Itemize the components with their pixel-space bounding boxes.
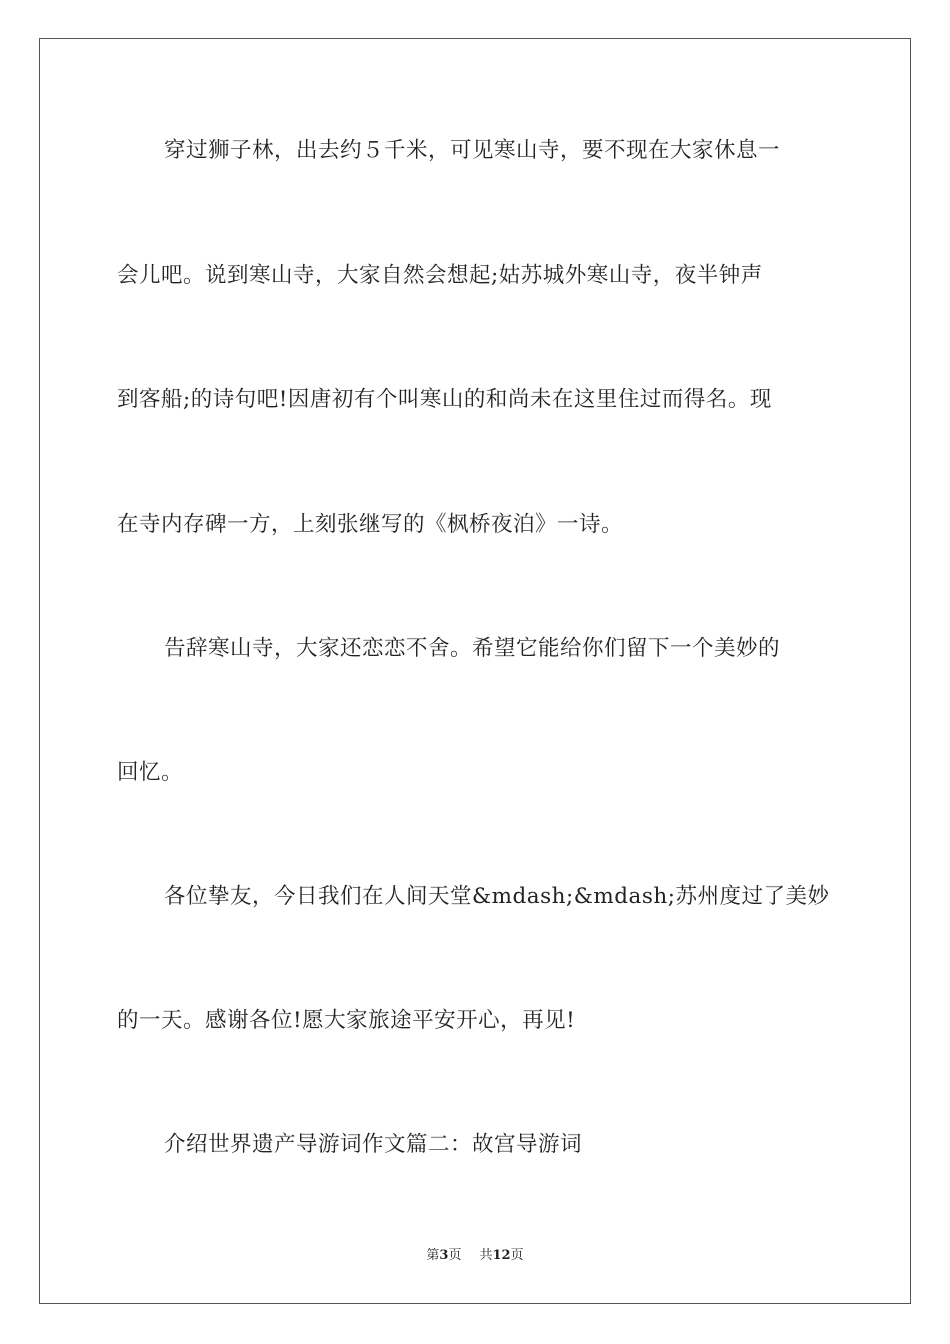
- page-border: [39, 38, 911, 1304]
- paragraph-line-7: 各位挚友，今日我们在人间天堂&mdash;&mdash;苏州度过了美妙: [164, 884, 830, 909]
- paragraph-line-4: 在寺内存碑一方，上刻张继写的《枫桥夜泊》一诗。: [117, 512, 624, 537]
- page-footer: [0, 1247, 950, 1265]
- total-prefix: 共: [479, 1248, 493, 1263]
- page-total: 12: [492, 1248, 511, 1263]
- paragraph-line-3: 到客船;的诗句吧!因唐初有个叫寒山的和尚未在这里住过而得名。现: [117, 387, 772, 412]
- paragraph-line-2: 会儿吧。说到寒山寺，大家自然会想起;姑苏城外寒山寺，夜半钟声: [117, 263, 763, 288]
- paragraph-line-6: 回忆。: [117, 760, 184, 785]
- page-prefix: 第: [426, 1248, 440, 1263]
- paragraph-line-8: 的一天。感谢各位!愿大家旅途平安开心，再见!: [117, 1008, 576, 1033]
- page-current: 3: [439, 1248, 449, 1263]
- section-heading: 介绍世界遗产导游词作文篇二：故宫导游词: [164, 1132, 583, 1157]
- paragraph-line-1: 穿过狮子林，出去约５千米，可见寒山寺，要不现在大家休息一: [164, 138, 781, 163]
- page-suffix: 页: [448, 1248, 462, 1263]
- paragraph-line-5: 告辞寒山寺，大家还恋恋不舍。希望它能给你们留下一个美妙的: [164, 636, 781, 661]
- total-suffix: 页: [510, 1248, 524, 1263]
